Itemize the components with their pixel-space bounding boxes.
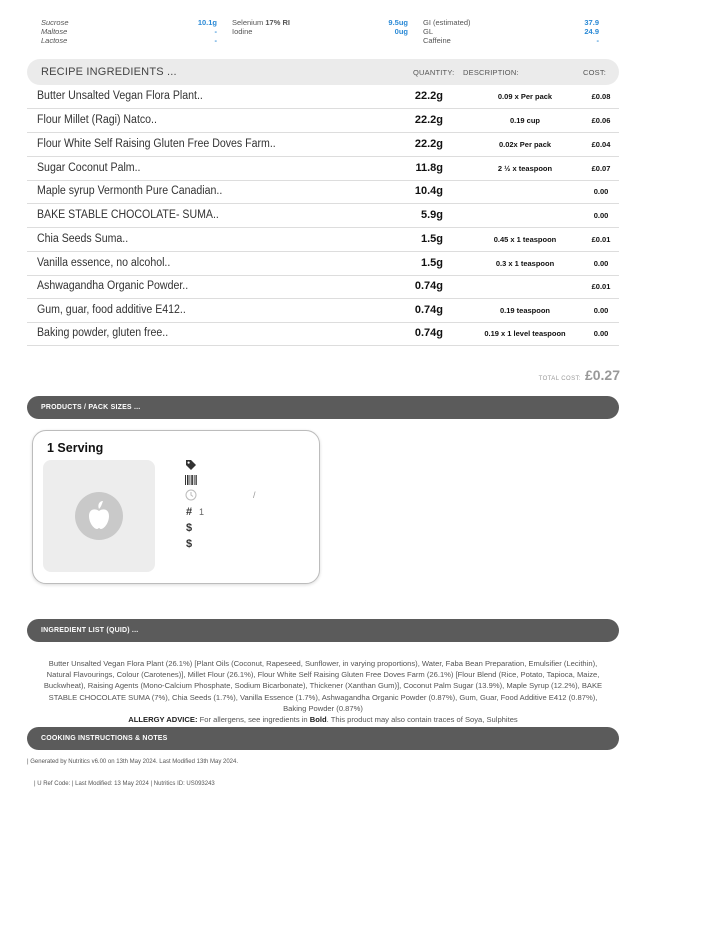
ingredient-description: 0.19 cup	[509, 116, 540, 125]
ingredient-row	[27, 133, 619, 157]
ingredient-quantity: 0.74g	[414, 280, 443, 292]
ingredient-quantity: 0.74g	[414, 304, 443, 316]
recipe-ingredients-header	[27, 59, 619, 85]
apple-icon-glyph	[75, 492, 123, 540]
allergy-text-post: . This product may also contain traces of Soya, Sulphites	[326, 715, 518, 725]
ingredient-cost: £0.04	[591, 140, 611, 149]
nutrient-value: 37.9	[584, 18, 599, 27]
nutrient-value: 10.1g	[197, 18, 217, 27]
nutrient-label: Sucrose	[41, 18, 69, 27]
ingredient-name: Chia Seeds Suma..	[37, 233, 129, 245]
tag-icon	[185, 459, 197, 474]
nutrient-label: Caffeine	[423, 36, 451, 45]
total-cost-value: £0.27	[584, 367, 620, 383]
ingredient-description: 0.3 x 1 teaspoon	[495, 259, 555, 268]
pack-count: 1	[199, 507, 205, 517]
hash-icon: #	[186, 506, 193, 518]
ingredient-description: 0.09 x Per pack	[497, 92, 553, 101]
dollar-icon: $	[186, 538, 193, 550]
cooking-instructions-bar[interactable]	[27, 727, 619, 750]
nutrient-label: Lactose	[41, 36, 68, 45]
quantity-column-header: QUANTITY:	[413, 68, 455, 77]
ingredient-cost: £0.01	[591, 282, 611, 291]
ingredient-row	[27, 299, 619, 323]
ingredient-name: Ashwagandha Organic Powder..	[37, 280, 189, 292]
nutrient-ri: 17% RI	[265, 18, 290, 27]
ingredient-quantity: 1.5g	[420, 257, 443, 269]
ingredient-quantity: 10.4g	[414, 185, 443, 197]
ingredient-quantity: 5.9g	[420, 209, 443, 221]
ingredient-name: BAKE STABLE CHOCOLATE- SUMA..	[37, 209, 219, 221]
nutrient-value: 9.5ug	[388, 18, 408, 27]
nutrient-value: 24.9	[584, 27, 599, 36]
total-cost	[539, 367, 620, 385]
allergy-advice-label: ALLERGY ADVICE:	[128, 715, 198, 725]
nutrient-column-2	[232, 18, 408, 36]
ingredient-quantity: 11.8g	[415, 162, 443, 174]
ingredient-cost: £0.08	[591, 92, 611, 101]
ingredient-name: Flour White Self Raising Gluten Free Doves Farm..	[37, 138, 276, 150]
ingredient-quantity: 22.2g	[414, 90, 443, 102]
nutrient-value: 0ug	[394, 27, 408, 36]
nutrient-value: -	[214, 36, 217, 45]
ingredient-cost: 0.00	[593, 306, 609, 315]
reference-info: | U Ref Code: | Last Modified: 13 May 2024 | Nutritics ID: US093243	[34, 781, 215, 787]
ingredient-name: Butter Unsalted Vegan Flora Plant..	[37, 90, 203, 102]
ingredient-row	[27, 109, 619, 133]
ingredient-row	[27, 85, 619, 109]
ingredient-cost: 0.00	[593, 187, 609, 196]
ingredient-description: 2 ½ x teaspoon	[497, 164, 553, 173]
ingredient-description: 0.45 x 1 teaspoon	[493, 235, 557, 244]
ingredient-cost: 0.00	[593, 259, 609, 268]
ingredient-row	[27, 252, 619, 276]
nutrient-column-3	[423, 18, 599, 45]
products-pack-sizes-bar[interactable]	[27, 396, 619, 419]
ingredient-quantity: 1.5g	[420, 233, 443, 245]
nutrient-label: GI (estimated)	[423, 18, 471, 27]
ingredient-cost: £0.01	[591, 235, 611, 244]
ingredient-cost: 0.00	[593, 329, 609, 338]
total-cost-label: TOTAL COST:	[538, 376, 581, 382]
ingredient-list-bar[interactable]	[27, 619, 619, 642]
dollar-icon: $	[186, 522, 193, 534]
serving-card	[32, 430, 320, 584]
cost-column-header: COST:	[583, 68, 607, 77]
ingredient-row	[27, 180, 619, 204]
nutrient-value: -	[596, 36, 599, 45]
allergy-text-pre: For allergens, see ingredients in	[197, 715, 310, 725]
ingredient-row	[27, 275, 619, 299]
nutrient-label: Iodine	[232, 27, 253, 36]
ingredient-row	[27, 228, 619, 252]
generated-by-note: | Generated by Nutritics v6.00 on 13th May 2024. Last Modified 13th May 2024.	[27, 759, 239, 765]
cooking-instructions-title: COOKING INSTRUCTIONS & NOTES	[41, 735, 168, 742]
ingredient-name: Sugar Coconut Palm..	[37, 162, 141, 174]
ingredient-quantity: 22.2g	[414, 114, 443, 126]
product-image-placeholder	[43, 460, 155, 572]
allergy-bold-word: Bold	[309, 715, 327, 725]
ingredient-cost: £0.07	[591, 164, 611, 173]
nutrient-label: GL	[423, 27, 434, 36]
nutrient-column-1	[41, 18, 217, 45]
apple-icon	[75, 492, 123, 540]
ingredient-list-title: INGREDIENT LIST (QUID) ...	[41, 627, 139, 634]
description-column-header: DESCRIPTION:	[463, 68, 519, 77]
separator-slash: /	[253, 490, 256, 500]
barcode-icon	[185, 475, 197, 488]
ingredient-name: Baking powder, gluten free..	[37, 327, 169, 339]
ingredient-row	[27, 157, 619, 181]
ingredient-quantity: 0.74g	[414, 327, 443, 339]
ingredient-name: Maple syrup Vermonth Pure Canadian..	[37, 185, 223, 197]
clock-icon	[185, 489, 197, 504]
ingredient-name: Vanilla essence, no alcohol..	[37, 257, 171, 269]
ingredient-row	[27, 204, 619, 228]
ingredient-description: 0.02x Per pack	[498, 140, 552, 149]
ingredient-name: Gum, guar, food additive E412..	[37, 304, 186, 316]
ingredient-cost: £0.06	[591, 116, 611, 125]
ingredient-description: 0.19 teaspoon	[499, 306, 551, 315]
serving-title: 1 Serving	[47, 441, 104, 455]
ingredient-quantity: 22.2g	[414, 138, 443, 150]
products-pack-sizes-title: PRODUCTS / PACK SIZES ...	[41, 404, 141, 411]
nutrient-label: Selenium	[232, 18, 264, 27]
nutrient-label: Maltose	[41, 27, 68, 36]
ingredient-declaration: Butter Unsalted Vegan Flora Plant (26.1%) [Plant Oils (Coconut, Rapeseed, Sunflower, in varying proportions), Water, Faba Bean Preparation, Emulsifier (Lecithin), Natural Flavourings, Colour (Carotenes)], Millet Flour (26.1%), Flour White Self Raising Gluten Free Doves Farm (26.1%) [Flour Blend (Rice, Potato, Tapioca, Maize, Buckwheat), Raising Agents (Mono-Calcium Phosphate, Sodium Bicarbonate), Thickener (Xanthan Gum)], Coconut Palm Sugar (13.9%), Maple Syrup (12.2%), BAKE STABLE CHOCOLATE SUMA (7%), Chia Seeds (1.7%), Vanilla Essence (1.7%), Ashwagandha Organic Powder (0.87%), Gum, Guar, Food Additive E412 (0.87%), Baking Powder (0.87%)	[43, 659, 603, 713]
ingredient-row	[27, 322, 619, 346]
nutrient-value: -	[214, 27, 217, 36]
ingredient-list-text	[40, 658, 606, 725]
ingredient-description: 0.19 x 1 level teaspoon	[484, 329, 566, 338]
ingredient-name: Flour Millet (Ragi) Natco..	[37, 114, 157, 126]
ingredient-cost: 0.00	[593, 211, 609, 220]
recipe-ingredients-title: RECIPE INGREDIENTS ...	[41, 66, 177, 78]
